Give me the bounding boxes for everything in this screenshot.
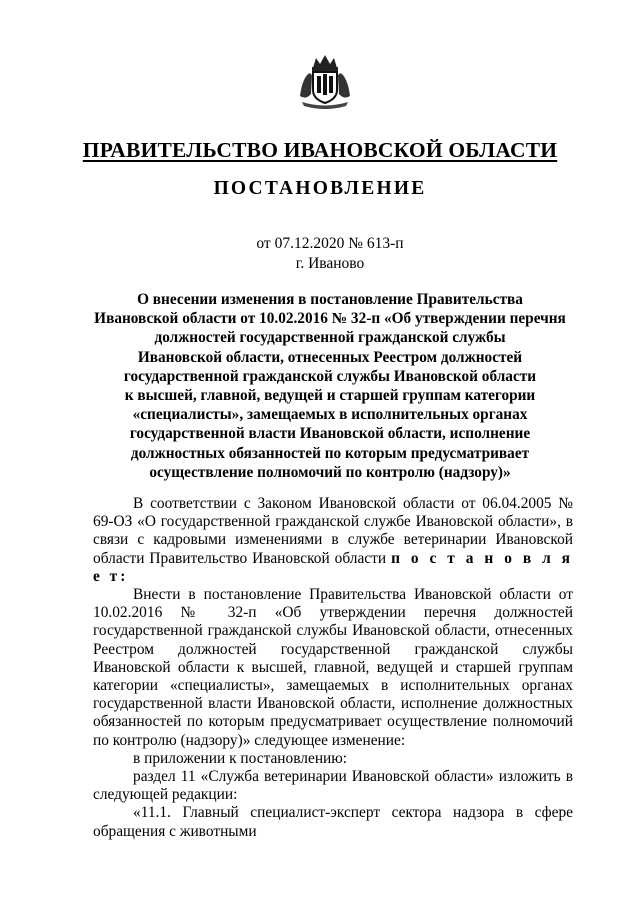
subject-line: государственной гражданской службы Ивановской области <box>123 367 537 385</box>
subject-line: Ивановской области от 10.02.2016 № 32-п «Об утверждении перечня <box>94 310 566 328</box>
government-title: ПРАВИТЕЛЬСТВО ИВАНОВСКОЙ ОБЛАСТИ <box>82 138 558 162</box>
subject-line: должностей государственной гражданской службы <box>154 329 506 347</box>
coat-of-arms-icon <box>296 52 354 110</box>
body-paragraph-2: Внести в постановление Правительства Ивановской области от 10.02.2016 № 32-п «Об утверждении перечня должностей государственной гражданской службы Ивановской области, отнесенных Реестром должностей государственной гражданской службы Ивановской области к высшей, главной, ведущей и старшей группам категории «специалисты», замещаемых в исполнительных органах государственной власти Ивановской области, исполнение должностных обязанностей по которым предусматривает осуществление полномочий по контролю (надзору)» следующее изменение: <box>93 586 573 749</box>
document-body <box>93 495 573 841</box>
body-paragraph-4: раздел 11 «Служба ветеринарии Ивановской области» изложить в следующей редакции: <box>93 768 573 804</box>
subject-line: должностных обязанностей по которым предусматривает <box>130 444 530 462</box>
body-paragraph-5: «11.1. Главный специалист-эксперт сектора надзора в сфере обращения с животными <box>93 804 573 840</box>
document-type: ПОСТАНОВЛЕНИЕ <box>213 178 427 199</box>
paragraph-text: В соответствии с Законом Ивановской области от 06.04.2005 № 69-ОЗ «О государственной гражданской службе Ивановской области», в связи с кадровыми изменениями в службе ветеринарии Ивановской области Правительство Ивановской области <box>93 495 573 567</box>
subject-line: осуществление полномочий по контролю (надзору)» <box>149 463 511 481</box>
body-paragraph-3: в приложении к постановлению: <box>133 749 348 767</box>
subject-line: О внесении изменения в постановление Правительства <box>137 291 523 308</box>
date-number: от 07.12.2020 № 613-п <box>256 235 404 252</box>
subject-line: к высшей, главной, ведущей и старшей группам категории <box>124 387 536 405</box>
body-paragraph-1 <box>93 495 573 586</box>
resolves-word: п о с т а н о в л я е т: <box>93 549 573 585</box>
subject-line: «специалисты», замещаемых в исполнительных органах <box>132 406 528 424</box>
subject-line: Ивановской области, отнесенных Реестром должностей <box>137 348 523 366</box>
subject-line: государственной власти Ивановской области, исполнение <box>129 425 531 443</box>
city: г. Иваново <box>295 255 365 272</box>
document-subject <box>80 290 580 482</box>
